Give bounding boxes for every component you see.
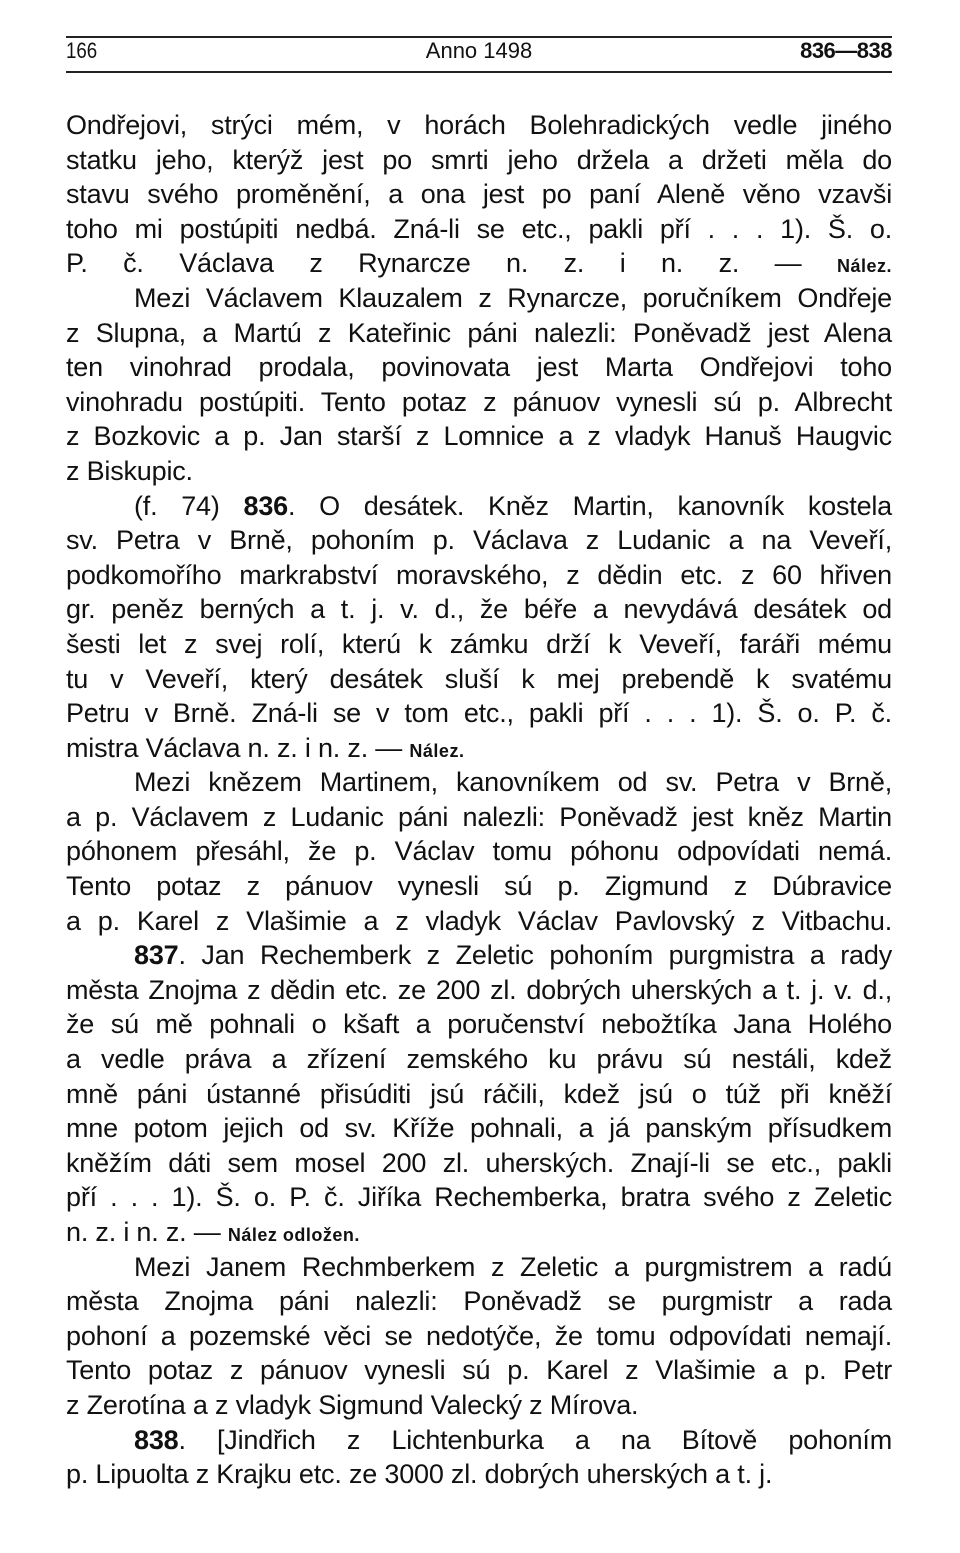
text-line: [66, 1388, 892, 1423]
text-line: [66, 246, 892, 281]
text-line: [66, 1215, 892, 1250]
text-line: [66, 1042, 892, 1077]
line-text: Ondřejovi, strýci mém, v horách Bolehradických vedle jiného: [66, 110, 892, 140]
entry-number: 838: [134, 1424, 179, 1455]
line-text: p. Lipuolta z Krajku etc. ze 3000 zl. dobrých uherských a t. j.: [66, 1459, 773, 1490]
line-text: . [Jindřich z Lichtenburka a na Bítově pohoním: [178, 1424, 892, 1455]
header-rule-bottom: [66, 71, 892, 73]
line-text: Mezi Václavem Klauzalem z Rynarcze, poručníkem Ondřeje: [134, 282, 892, 313]
text-line: [66, 662, 892, 697]
line-text: Petru v Brně. Zná-li se v tom etc., pakli pří . . . 1). Š. o. P. č.: [66, 698, 892, 729]
text-line: [66, 938, 892, 973]
text-line: [66, 1077, 892, 1112]
text-line: [66, 108, 892, 143]
line-text: ten vinohrad prodala, povinovata jest Marta Ondřejovi toho: [66, 352, 892, 383]
line-text: mne potom jejich od sv. Kříže pohnali, a já panským přísudkem: [66, 1113, 892, 1144]
line-text: pří . . . 1). Š. o. P. č. Jiříka Rechemberka, bratra svého z Zeletic: [66, 1182, 892, 1213]
folio-reference: (f. 74): [134, 490, 244, 521]
verdict-label: Nález.: [836, 256, 892, 277]
line-text: města Znojma z dědin etc. ze 200 zl. dobrých uherských a t. j. v. d.,: [66, 974, 892, 1005]
page-header: [66, 38, 892, 68]
line-text: podkomořího markrabství moravského, z dědin etc. z 60 hřiven: [66, 559, 892, 590]
text-line: [66, 177, 892, 212]
line-text: mně páni ústanné přisúditi jsú ráčili, kdež jsú o túž při kněží: [66, 1078, 892, 1109]
text-line: [66, 834, 892, 869]
line-text: a p. Václavem z Ludanic páni nalezli: Poněvadž jest kněz Martin: [66, 801, 892, 832]
text-line: [66, 316, 892, 351]
line-text: vinohradu postúpiti. Tento potaz z pánuov vynesli sú p. Albrecht: [66, 386, 892, 417]
text-line: [66, 523, 892, 558]
text-line: [66, 1284, 892, 1319]
line-text: šesti let z svej rolí, kterú k zámku drží k Veveří, faráři mému: [66, 628, 892, 659]
text-line: [66, 973, 892, 1008]
text-line: [66, 419, 892, 454]
text-line: [66, 350, 892, 385]
line-text: a vedle práva a zřízení zemského ku právu sú nestáli, kdež: [66, 1044, 892, 1075]
text-line: [66, 1423, 892, 1458]
line-text: že sú mě pohnali o kšaft a poručenství nebožtíka Jana Holého: [66, 1009, 892, 1040]
line-text: města Znojma páni nalezli: Poněvadž se purgmistr a rada: [66, 1286, 892, 1317]
text-line: [66, 592, 892, 627]
line-text: sv. Petra v Brně, pohoním p. Václava z Ludanic a na Veveří,: [66, 525, 892, 556]
verdict-label: Nález odložen.: [227, 1225, 360, 1245]
text-line: [66, 731, 892, 766]
text-line: [66, 1007, 892, 1042]
line-text: toho mi postúpiti nedbá. Zná-li se etc., pakli pří . . . 1). Š. o.: [66, 213, 892, 244]
text-line: [66, 1111, 892, 1146]
text-line: [66, 1146, 892, 1181]
line-text: gr. peněz berných a t. j. v. d., že béře a nevydává desátek od: [66, 594, 892, 625]
text-line: [66, 489, 892, 524]
line-text: mistra Václava n. z. i n. z. —: [66, 732, 403, 763]
text-line: [66, 281, 892, 316]
line-text: kněžím dáti sem mosel 200 zl. uherských. Znají-li se etc., pakli: [66, 1147, 892, 1178]
text-line: [66, 765, 892, 800]
line-text: a p. Karel z Vlašimie a z vladyk Václav Pavlovský z Vitbachu.: [66, 905, 892, 936]
text-line: [66, 800, 892, 835]
line-text: z Bozkovic a p. Jan starší z Lomnice a z vladyk Hanuš Haugvic: [66, 421, 892, 452]
line-text: stavu svého proměnění, a ona jest po paní Aleně věno vzavši: [66, 179, 892, 210]
line-text: tu v Veveří, který desátek sluší k mej prebendě k svatému: [66, 663, 892, 694]
text-line: [66, 869, 892, 904]
text-line: [66, 143, 892, 178]
line-text: . Jan Rechemberk z Zeletic pohoním purgmistra a rady: [178, 940, 892, 971]
text-line: [66, 1180, 892, 1215]
text-line: [66, 1319, 892, 1354]
text-line: [66, 1353, 892, 1388]
text-line: [66, 212, 892, 247]
line-text: Tento potaz z pánuov vynesli sú p. Zigmund z Dúbravice: [66, 871, 892, 902]
line-text: z Biskupic.: [66, 455, 193, 486]
text-line: [66, 558, 892, 593]
line-text: pohoní a pozemské věci se nedotýče, že tomu odpovídati nemají.: [66, 1320, 892, 1351]
text-line: [66, 385, 892, 420]
line-text: . O desátek. Kněz Martin, kanovník kostela: [287, 490, 893, 521]
text-line: [66, 454, 892, 489]
text-line: [66, 904, 892, 939]
line-text: n. z. i n. z. —: [66, 1217, 221, 1247]
body-text: [66, 108, 892, 1492]
verdict-label: Nález.: [409, 740, 465, 761]
line-text: statku jeho, kterýž jest po smrti jeho držela a držeti měla do: [66, 144, 892, 175]
text-line: [66, 1250, 892, 1285]
line-text: Mezi Janem Rechmberkem z Zeletic a purgmistrem a radú: [134, 1251, 892, 1282]
running-title: Anno 1498: [425, 38, 533, 63]
entry-number: 837: [134, 940, 179, 971]
entry-range: 836—838: [800, 38, 892, 63]
line-text: póhonem přesáhl, že p. Václav tomu póhonu odpovídati nemá.: [66, 836, 892, 867]
line-text: Mezi knězem Martinem, kanovníkem od sv. Petra v Brně,: [134, 767, 892, 798]
line-text: z Zerotína a z vladyk Sigmund Valecký z Mírova.: [66, 1389, 639, 1420]
page-number: 166: [66, 38, 98, 63]
text-line: [66, 627, 892, 662]
text-line: [66, 696, 892, 731]
line-text: z Slupna, a Martú z Kateřinic páni nalezli: Poněvadž jest Alena: [66, 317, 892, 348]
line-text: Tento potaz z pánuov vynesli sú p. Karel z Vlašimie a p. Petr: [66, 1355, 892, 1386]
text-line: [66, 1457, 892, 1492]
line-text: P. č. Václava z Rynarcze n. z. i n. z. —: [66, 248, 802, 279]
entry-number: 836: [243, 490, 288, 521]
